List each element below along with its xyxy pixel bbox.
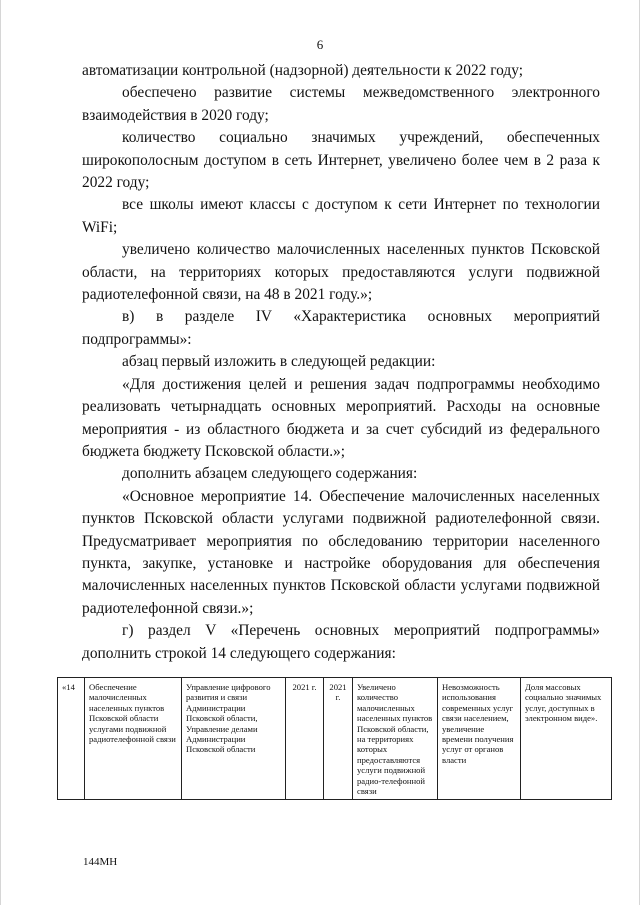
table-cell-start-year: 2021 г. bbox=[286, 678, 324, 800]
paragraph-10: «Основное мероприятие 14. Обеспечение малочисленных населенных пунктов Псковской области услугами подвижной радиотелефонной связи. Предусматривает мероприятия по обследованию территории населенного пункта, закупке, установке и настройке оборудования для обеспечения малочисленных населенных пунктов Псковской области услугами подвижной радиотелефонной связи.»; bbox=[82, 487, 600, 617]
paragraph-8: «Для достижения целей и решения задач подпрограммы необходимо реализовать четырнадцать основных мероприятий. Расходы на основные мероприятия - из областного бюджета и за счет субсидий из федерального бюджета бюджету Псковской области.»; bbox=[82, 375, 600, 460]
table-row bbox=[58, 678, 612, 800]
table-cell-end-year: 2021 г. bbox=[324, 678, 353, 800]
table-cell-expected-result: Увеличено количество малочисленных населенных пунктов Псковской области, на территориях которых предоставляются услуги подвижной радио-телефонной связи bbox=[353, 678, 438, 800]
paragraph-1: автоматизации контрольной (надзорной) деятельности к 2022 году; bbox=[82, 62, 523, 79]
paragraph-6: в) в разделе IV «Характеристика основных мероприятий подпрограммы»: bbox=[82, 308, 600, 348]
table-cell-activity: Обеспечение малочисленных населенных пунктов Псковской области услугами подвижной радиотелефонной связи bbox=[85, 678, 182, 800]
document-body bbox=[82, 60, 600, 665]
paragraph-7: абзац первый изложить в следующей редакции: bbox=[122, 353, 436, 371]
document-code: 144МН bbox=[83, 856, 118, 868]
activities-table bbox=[57, 677, 612, 800]
page-number: 6 bbox=[316, 37, 324, 52]
table-cell-indicator: Доля массовых социально значимых услуг, доступных в электронном виде». bbox=[521, 678, 612, 800]
paragraph-11: г) раздел V «Перечень основных мероприятий подпрограммы» дополнить строкой 14 следующего содержания: bbox=[82, 622, 600, 662]
paragraph-3: количество социально значимых учреждений, обеспеченных широкополосным доступом в сеть Интернет, увеличено более чем в 2 раза к 2022 году; bbox=[82, 129, 600, 192]
paragraph-5: увеличено количество малочисленных населенных пунктов Псковской области, на территориях которых предоставляются услуги подвижной радиотелефонной связи, на 48 в 2021 году.»; bbox=[82, 241, 600, 304]
paragraph-2: обеспечено развитие системы межведомственного электронного взаимодействия в 2020 году; bbox=[82, 84, 600, 124]
table-cell-consequences: Невозможность использования современных услуг связи населением, увеличение времени получения услуг от органов власти bbox=[438, 678, 521, 800]
page-left-edge bbox=[0, 0, 1, 905]
table-cell-number: «14 bbox=[58, 678, 85, 800]
paragraph-4: все школы имеют классы с доступом к сети Интернет по технологии WiFi; bbox=[82, 196, 600, 236]
paragraph-9: дополнить абзацем следующего содержания: bbox=[122, 465, 418, 483]
table-cell-executor: Управление цифрового развития и связи Администрации Псковской области, Управление делами Администрации Псковской области bbox=[182, 678, 286, 800]
